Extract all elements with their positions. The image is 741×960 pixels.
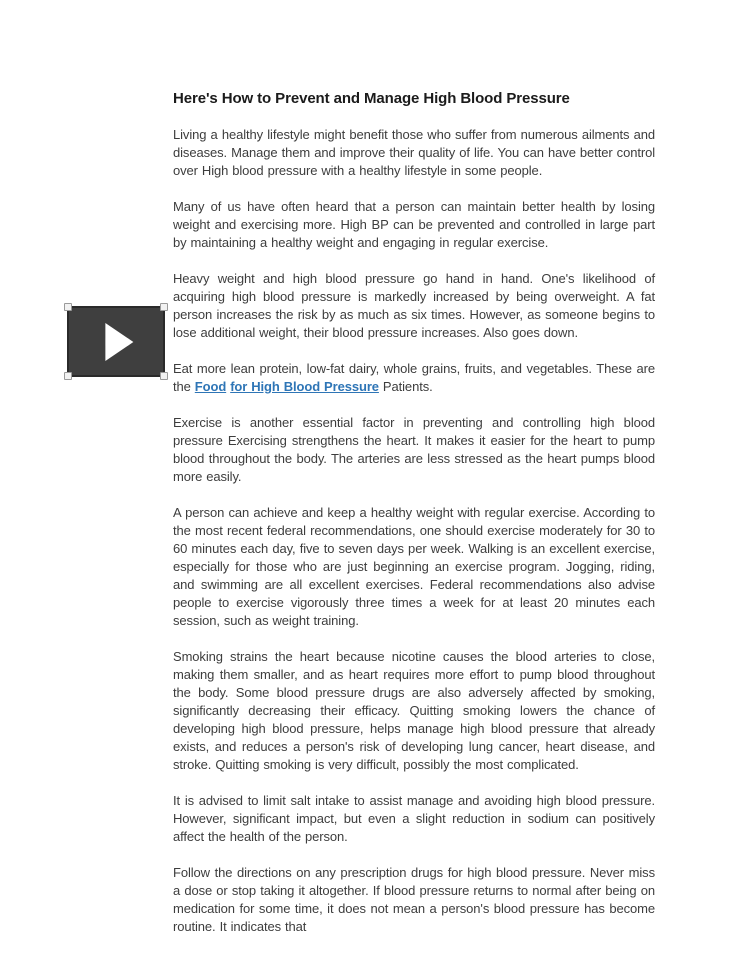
selection-handle-bottom-left[interactable] bbox=[64, 372, 72, 380]
high-blood-pressure-link[interactable]: for High Blood Pressure bbox=[230, 379, 379, 394]
paragraph-heavy-weight: Heavy weight and high blood pressure go hand in hand. One's likelihood of acquiring high blood pressure is markedly increased by being overweight. A fat person increases the risk by as much as six times. However, as someone begins to lose additional weight, their blood pressure increases. Also goes down. bbox=[173, 271, 655, 340]
food-link[interactable]: Food bbox=[194, 379, 227, 394]
selection-handle-top-right[interactable] bbox=[160, 303, 168, 311]
paragraph-food-text-after: Patients. bbox=[378, 379, 433, 394]
paragraph-food bbox=[173, 360, 655, 396]
paragraph-prescription-drugs: Follow the directions on any prescription drugs for high blood pressure. Never miss a dose or stop taking it altogether. If blood pressure returns to normal after being on medication for some time, it does not mean a person's blood pressure has become routine. It indicates that bbox=[173, 865, 655, 934]
selection-handle-bottom-right[interactable] bbox=[160, 372, 168, 380]
video-play-button[interactable] bbox=[67, 306, 165, 377]
selection-handle-top-left[interactable] bbox=[64, 303, 72, 311]
paragraph-federal-recommendations: A person can achieve and keep a healthy weight with regular exercise. According to the most recent federal recommendations, one should exercise moderately for 30 to 60 minutes each day, five to seven days per week. Walking is an excellent exercise, especially for those who are just beginning an exercise program. Jogging, riding, and swimming are all excellent exercises. Federal recommendations also advise people to exercise vigorously three times a week for at least 20 minutes each session, such as weight training. bbox=[173, 505, 655, 628]
article-body bbox=[173, 90, 655, 954]
paragraph-food-text-before: Eat more lean protein, low-fat dairy, whole grains, fruits, and vegetables. These are the bbox=[173, 361, 655, 394]
page-title: Here's How to Prevent and Manage High Blood Pressure bbox=[173, 90, 570, 107]
paragraph-salt-intake: It is advised to limit salt intake to assist manage and avoiding high blood pressure. However, significant impact, but even a slight reduction in sodium can positively affect the health of the person. bbox=[173, 793, 655, 844]
paragraph-exercise-factor: Exercise is another essential factor in preventing and controlling high blood pressure Exercising strengthens the heart. It makes it easier for the heart to pump blood throughout the body. The arteries are less stressed as the heart pumps blood more easily. bbox=[173, 415, 655, 484]
play-icon bbox=[105, 323, 133, 361]
paragraph-lifestyle: Living a healthy lifestyle might benefit those who suffer from numerous ailments and diseases. Manage them and improve their quality of life. You can have better control over High blood pressure with a healthy lifestyle in some people. bbox=[173, 127, 655, 178]
paragraph-weight-exercise: Many of us have often heard that a person can maintain better health by losing weight and exercising more. High BP can be prevented and controlled in large part by maintaining a healthy weight and engaging in regular exercise. bbox=[173, 199, 655, 250]
paragraph-smoking: Smoking strains the heart because nicotine causes the blood arteries to close, making them smaller, and as heart requires more effort to pump blood throughout the body. Some blood pressure drugs are also adversely affected by smoking, significantly decreasing their efficacy. Quitting smoking lowers the chance of developing high blood pressure, helps manage high blood pressure that already exists, and reduces a person's risk of developing lung cancer, heart disease, and stroke. Quitting smoking is very difficult, possibly the most complicated. bbox=[173, 649, 655, 772]
